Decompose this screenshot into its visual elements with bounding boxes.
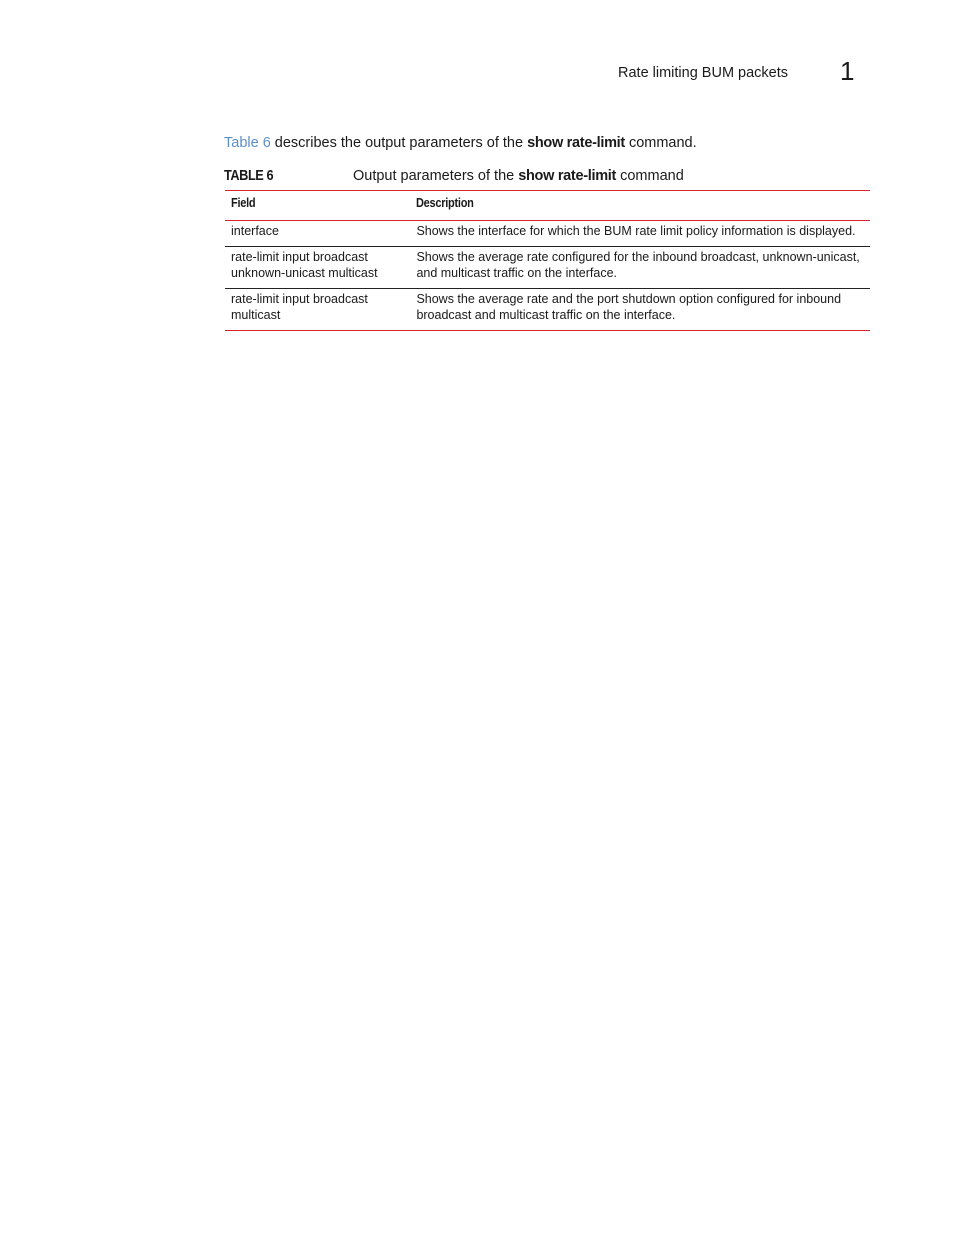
caption-command: show rate-limit: [518, 168, 617, 184]
description-cell: Shows the average rate and the port shutdown option configured for inbound broadcast and multicast traffic on the interface.: [416, 292, 842, 322]
table-row: [225, 289, 870, 331]
intro-paragraph: [224, 135, 697, 151]
table-6-link[interactable]: Table 6: [224, 135, 271, 151]
table-row: [225, 247, 870, 289]
caption-after: command: [616, 168, 684, 184]
output-parameters-table: [225, 190, 870, 331]
description-cell: Shows the interface for which the BUM rate limit policy information is displayed.: [416, 224, 856, 238]
intro-text-after: command.: [624, 135, 697, 151]
chapter-number: 1: [840, 56, 855, 86]
table-header-row: [225, 191, 870, 221]
field-cell: rate-limit input broadcast unknown-unicast multicast: [231, 250, 378, 280]
table-row: [225, 221, 870, 247]
intro-text-before: describes the output parameters of the: [270, 135, 528, 151]
running-header-title: Rate limiting BUM packets: [618, 65, 789, 81]
table-label: TABLE 6: [224, 168, 274, 184]
table-caption-text: [353, 168, 684, 184]
caption-before: Output parameters of the: [353, 168, 519, 184]
column-header-field: Field: [231, 196, 256, 210]
field-cell: interface: [231, 224, 279, 238]
description-cell: Shows the average rate configured for the inbound broadcast, unknown-unicast, and multicast traffic on the interface.: [416, 250, 860, 280]
column-header-description: Description: [416, 196, 475, 210]
intro-command: show rate-limit: [527, 135, 625, 151]
field-cell: rate-limit input broadcast multicast: [231, 292, 368, 322]
